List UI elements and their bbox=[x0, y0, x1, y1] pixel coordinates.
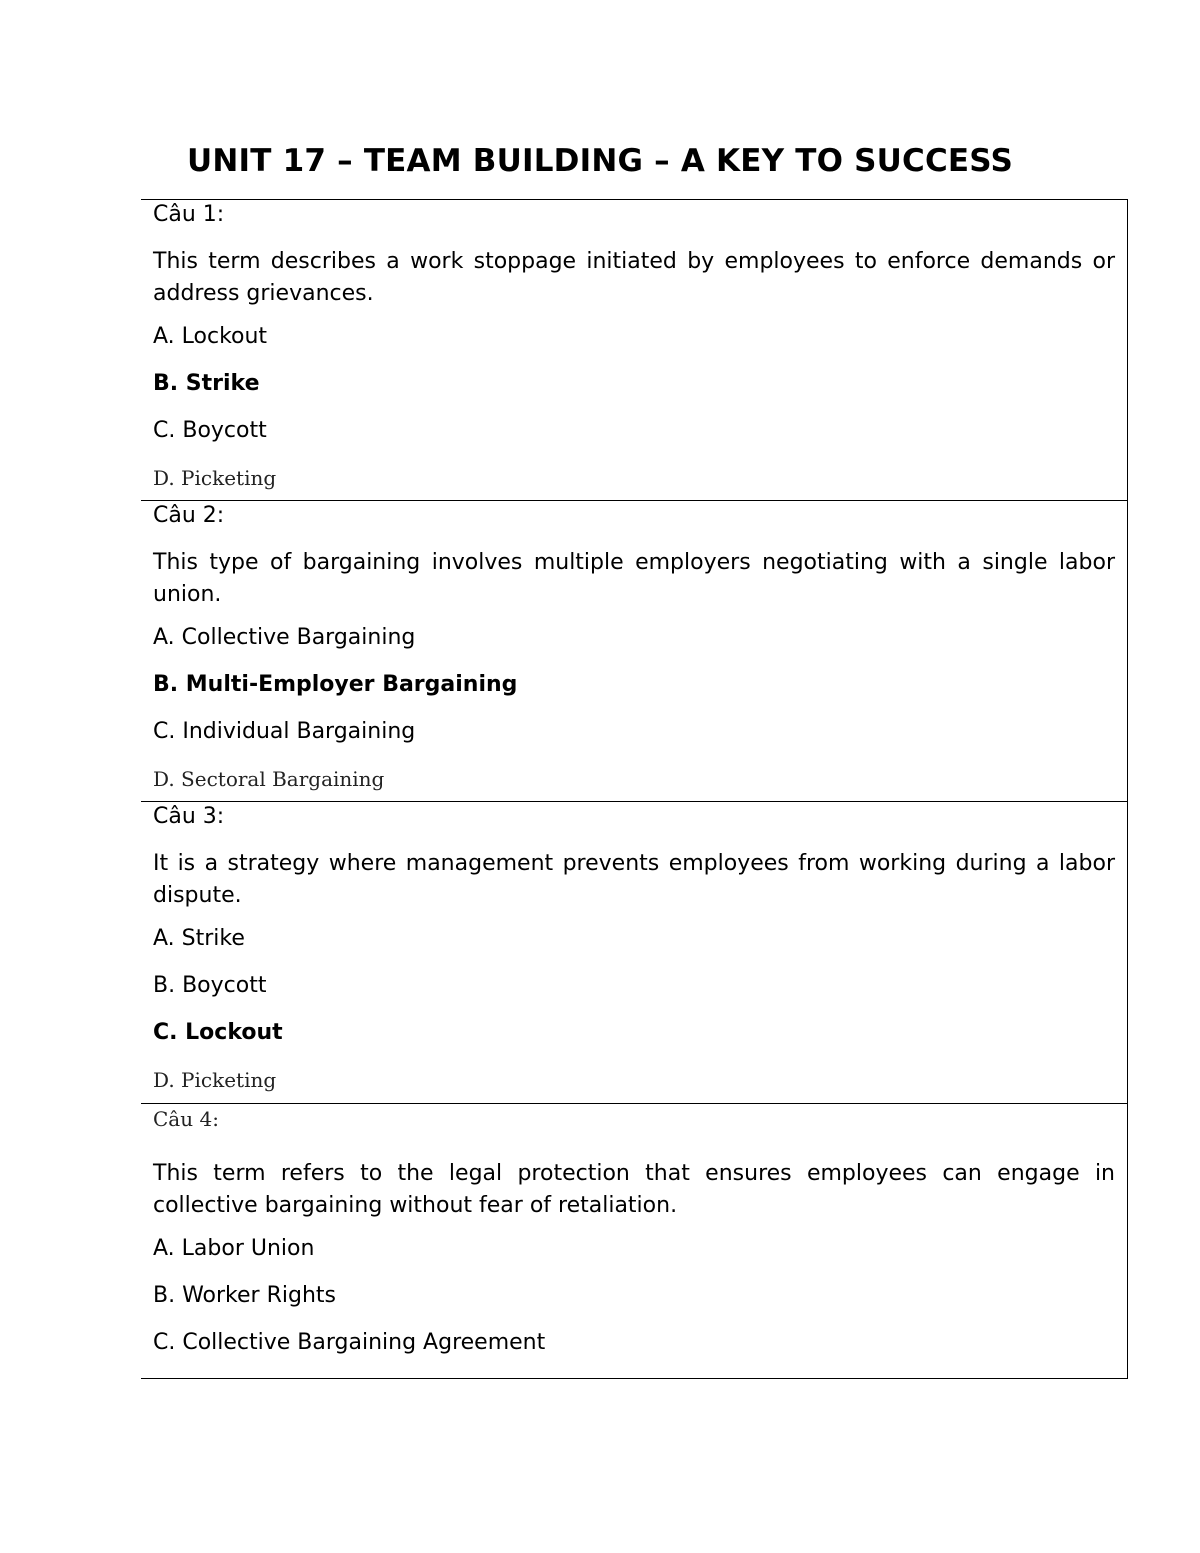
question-table bbox=[141, 199, 1128, 1379]
question-cell-4 bbox=[141, 1104, 1128, 1379]
question-cell-2 bbox=[141, 501, 1128, 802]
option-b-correct: B. Strike bbox=[153, 371, 260, 396]
option-d: D. Picketing bbox=[153, 466, 277, 490]
option-b: B. Boycott bbox=[153, 973, 267, 998]
option-d: D. Sectoral Bargaining bbox=[153, 767, 385, 791]
option-a: A. Labor Union bbox=[153, 1236, 315, 1261]
question-cell-1 bbox=[141, 200, 1128, 501]
option-c: C. Boycott bbox=[153, 418, 267, 443]
question-text: It is a strategy where management prevents employees from working during a labor dispute. bbox=[153, 851, 1115, 908]
page-title: UNIT 17 – TEAM BUILDING – A KEY TO SUCCESS bbox=[187, 143, 1013, 179]
question-cell-3 bbox=[141, 802, 1128, 1104]
question-text: This type of bargaining involves multiple employers negotiating with a single labor union. bbox=[153, 550, 1115, 607]
option-d: D. Picketing bbox=[153, 1068, 277, 1092]
question-number: Câu 1: bbox=[153, 202, 225, 227]
option-a: A. Collective Bargaining bbox=[153, 625, 416, 650]
option-c: C. Individual Bargaining bbox=[153, 719, 416, 744]
option-a: A. Strike bbox=[153, 926, 245, 951]
option-b-correct: B. Multi-Employer Bargaining bbox=[153, 672, 518, 697]
question-number: Câu 2: bbox=[153, 503, 225, 528]
question-text: This term describes a work stoppage initiated by employees to enforce demands or address grievances. bbox=[153, 249, 1115, 306]
option-a: A. Lockout bbox=[153, 324, 268, 349]
option-c: C. Collective Bargaining Agreement bbox=[153, 1330, 546, 1355]
option-b: B. Worker Rights bbox=[153, 1283, 336, 1308]
question-number: Câu 3: bbox=[153, 804, 225, 829]
option-c-correct: C. Lockout bbox=[153, 1020, 283, 1045]
question-number: Câu 4: bbox=[153, 1107, 219, 1131]
question-text: This term refers to the legal protection that ensures employees can engage in collective bargaining without fear of retaliation. bbox=[153, 1161, 1115, 1218]
